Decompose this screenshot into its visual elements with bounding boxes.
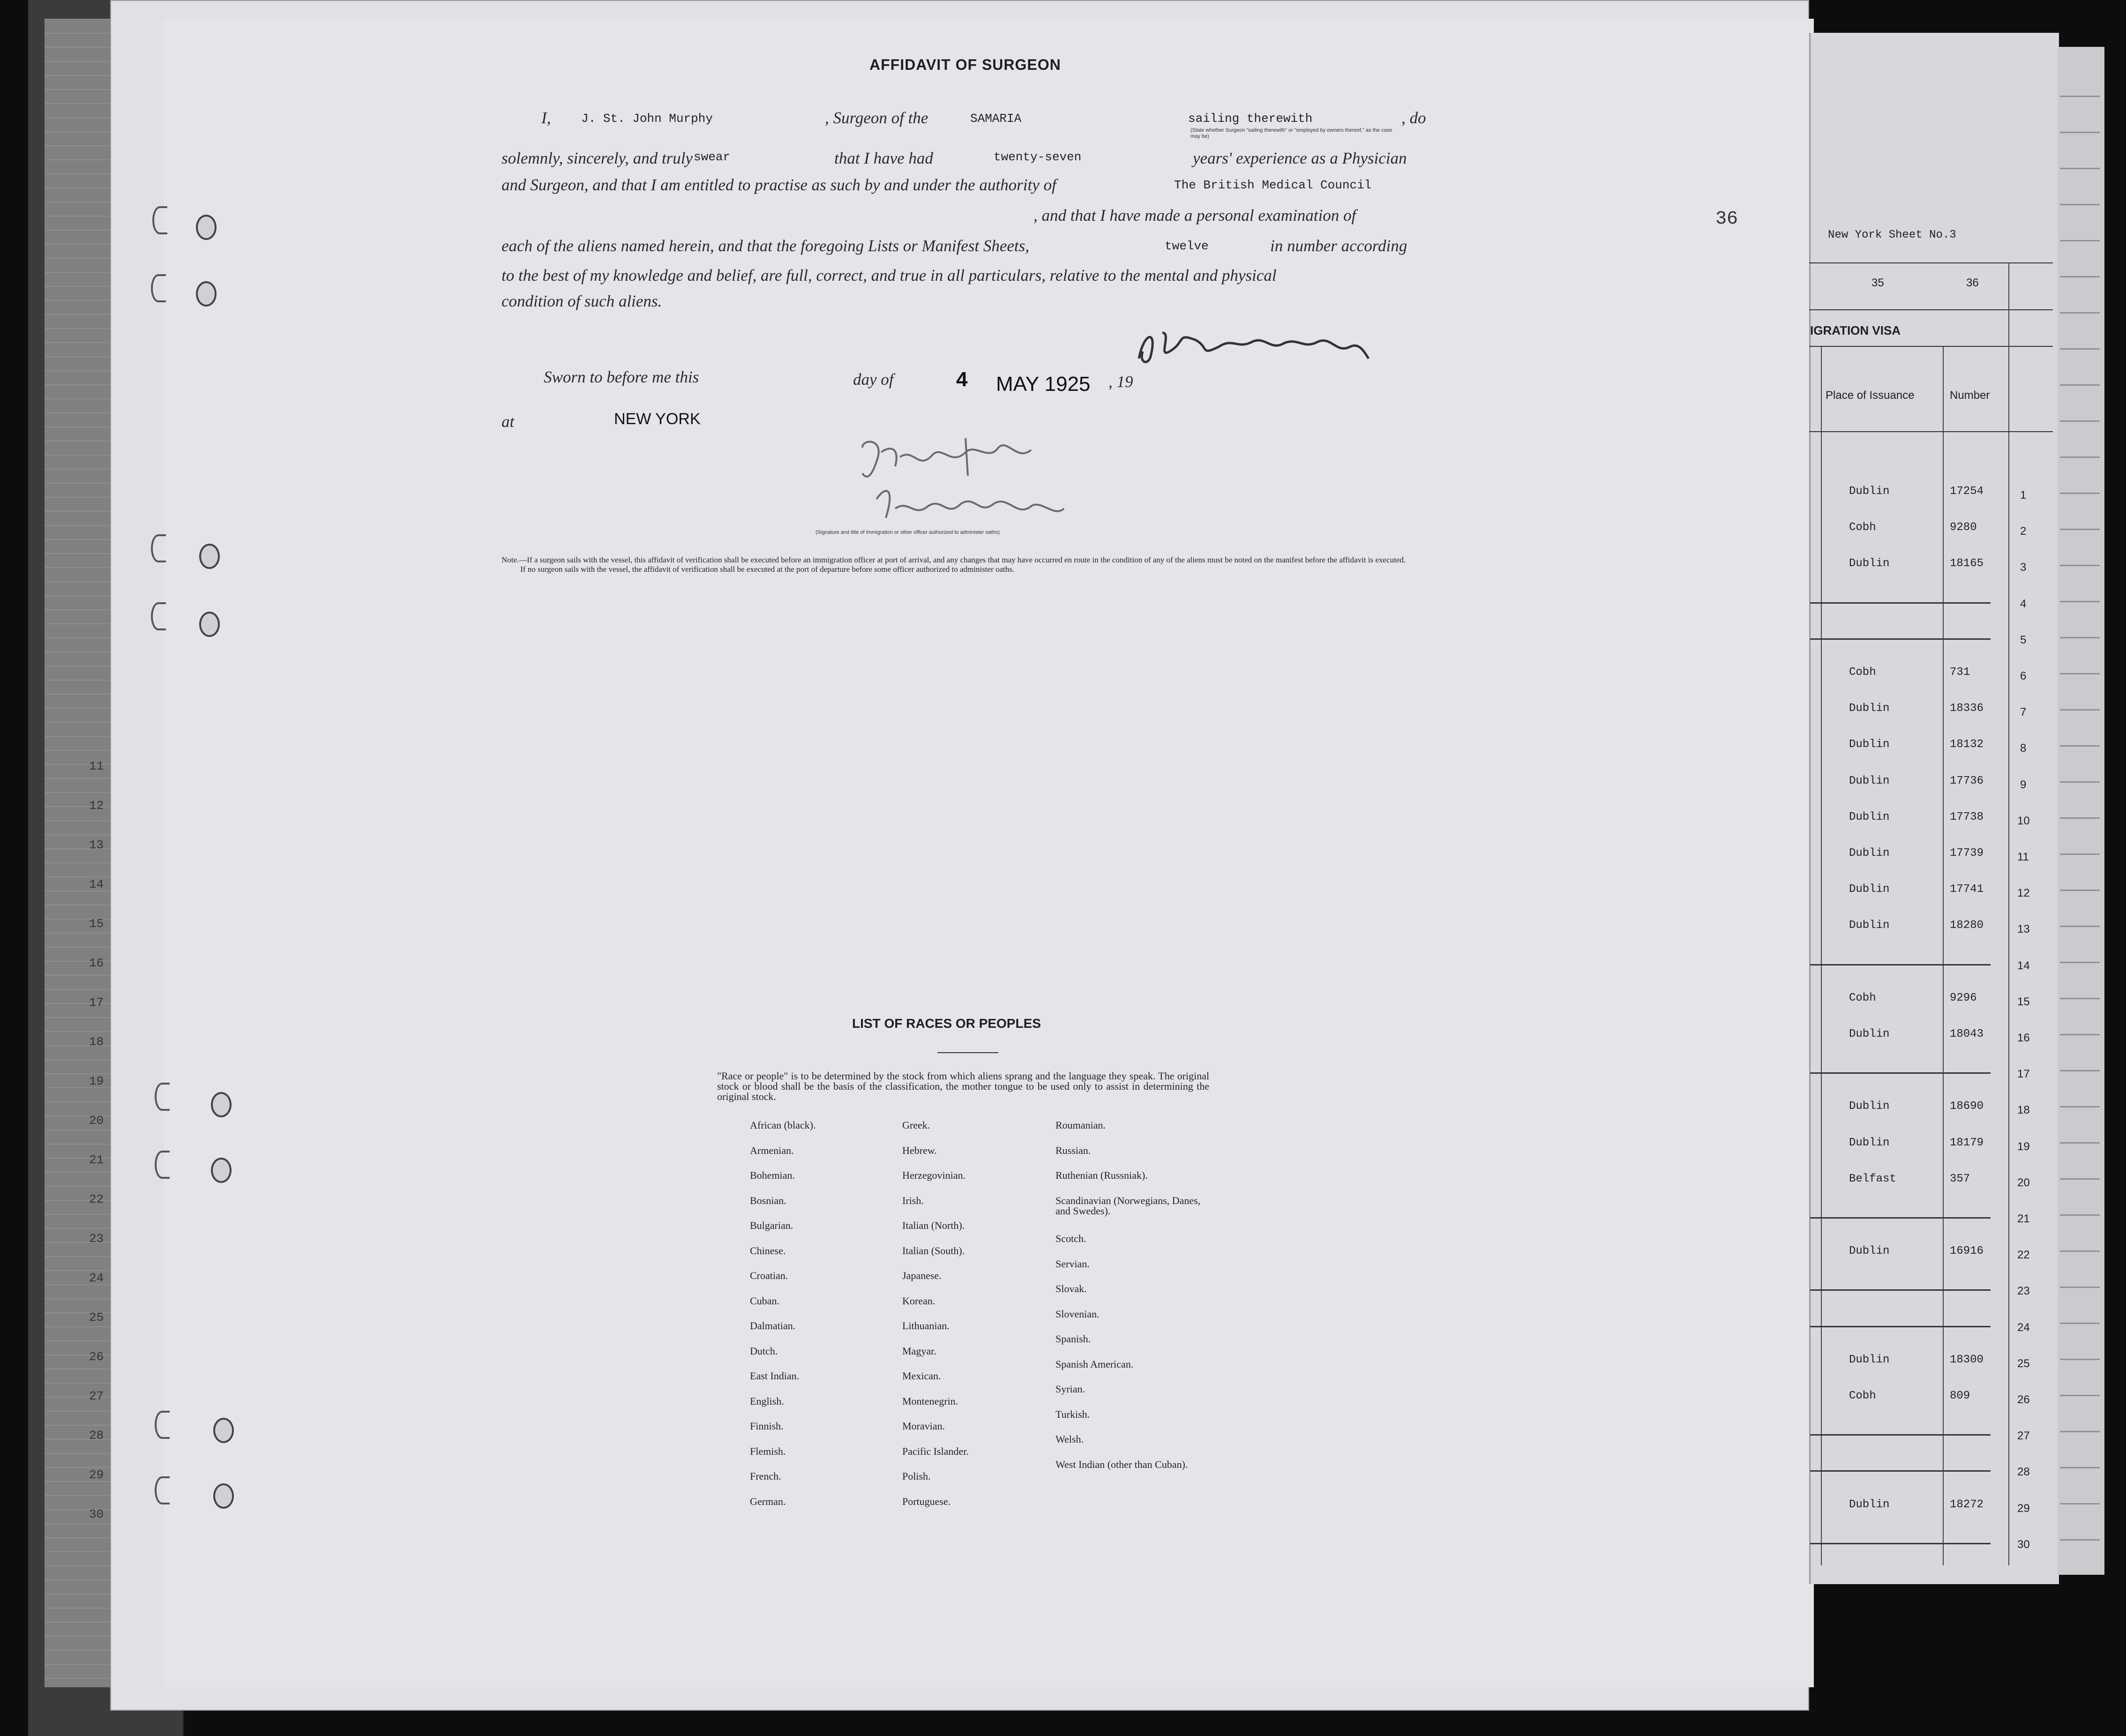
row-number: 30 (2017, 1538, 2030, 1551)
race-entry: Portuguese. (902, 1495, 951, 1507)
visa-number: 17736 (1950, 774, 1984, 787)
race-entry: Pacific Islander. (902, 1445, 969, 1457)
row-number: 8 (2020, 742, 2027, 755)
row-number: 11 (2017, 851, 2029, 863)
race-entry: Bosnian. (750, 1194, 786, 1206)
race-entry: Spanish American. (1056, 1358, 1134, 1370)
affidavit-text: , and that I have made a personal examination of (1033, 206, 1356, 224)
race-entry: Montenegrin. (902, 1395, 958, 1407)
race-entry: African (black). (750, 1119, 816, 1131)
sheet-label: New York Sheet No.3 (1828, 229, 1956, 241)
oath-type: swear (694, 150, 731, 164)
visa-place: Dublin (1849, 485, 1890, 498)
row-number: 15 (2017, 995, 2030, 1008)
visa-number: 9280 (1950, 521, 1977, 534)
race-entry: Mexican. (902, 1370, 941, 1382)
race-entry: Italian (North). (902, 1220, 965, 1231)
race-entry: Turkish. (1056, 1408, 1090, 1420)
affidavit-text: solemnly, sincerely, and truly (502, 149, 693, 167)
visa-place: Dublin (1849, 919, 1890, 932)
surgeon-status-caption: (State whether Surgeon "sailing therewith" or "employed by owners thereof," as the case may be) (1190, 127, 1392, 139)
row-number: 3 (2020, 561, 2027, 574)
race-entry: Servian. (1056, 1257, 1090, 1270)
row-number: 9 (2020, 778, 2027, 791)
surgeon-status: sailing therewith (1188, 112, 1313, 126)
ledger-row-number: 26 (89, 1350, 104, 1364)
affidavit-text: years' experience as a Physician (1193, 149, 1407, 167)
binding-hole (155, 1151, 170, 1179)
row-number: 21 (2017, 1212, 2030, 1225)
races-title-rule (937, 1052, 998, 1053)
blank-row-rule (1810, 1543, 1991, 1544)
race-entry: Dalmatian. (750, 1320, 796, 1332)
race-entry: Moravian. (902, 1420, 945, 1432)
race-entry: Slovak. (1056, 1283, 1087, 1295)
binding-hole (155, 1476, 170, 1504)
row-number: 17 (2017, 1068, 2030, 1081)
header-rule (1809, 309, 2053, 310)
binding-hole (199, 612, 220, 637)
visa-number: 9296 (1950, 991, 1977, 1004)
visa-place: Dublin (1849, 1353, 1890, 1366)
visa-place: Dublin (1849, 1245, 1890, 1258)
column-divider (1821, 347, 1822, 1565)
race-entry: East Indian. (750, 1370, 800, 1382)
visa-number: 731 (1950, 666, 1970, 679)
affidavit-text: , Surgeon of the (825, 109, 928, 127)
races-title: LIST OF RACES OR PEOPLES (852, 1016, 1041, 1031)
visa-place: Dublin (1849, 1100, 1890, 1113)
visa-place: Dublin (1849, 1028, 1890, 1040)
affidavit-text: that I have had (834, 149, 933, 167)
race-entry: Finnish. (750, 1420, 784, 1432)
sworn-label: Sworn to before me this (544, 368, 699, 386)
binding-hole (211, 1092, 232, 1117)
row-number: 16 (2017, 1032, 2030, 1044)
row-number: 25 (2017, 1357, 2030, 1370)
row-number: 2 (2020, 525, 2027, 538)
ledger-row-number: 19 (89, 1074, 104, 1088)
blank-row-rule (1810, 964, 1991, 965)
race-entry: Bulgarian. (750, 1220, 794, 1231)
race-entry: Spanish. (1056, 1333, 1091, 1345)
race-entry: Armenian. (750, 1144, 794, 1156)
affidavit-text: to the best of my knowledge and belief, are full, correct, and true in all particulars, relative to the mental and physical (502, 266, 1277, 284)
race-entry: Welsh. (1056, 1433, 1084, 1445)
row-number: 10 (2017, 814, 2030, 827)
blank-row-rule (1810, 1072, 1991, 1074)
races-column-1 (750, 1120, 891, 1519)
manifest-page (1809, 33, 2059, 1584)
row-number: 18 (2017, 1104, 2030, 1117)
header-rule (1809, 346, 2053, 347)
ledger-row-number: 23 (89, 1232, 104, 1246)
visa-number: 16916 (1950, 1245, 1984, 1258)
binding-hole (211, 1158, 232, 1183)
ledger-row-number: 30 (89, 1507, 104, 1521)
affidavit-text: each of the aliens named herein, and that the foregoing Lists or Manifest Sheets, (502, 237, 1030, 255)
ledger-row-number: 16 (89, 956, 104, 970)
visa-place: Cobh (1849, 1390, 1876, 1402)
date-day: 4 (956, 368, 968, 391)
row-number: 24 (2017, 1321, 2030, 1334)
affidavit-title: AFFIDAVIT OF SURGEON (869, 56, 1061, 73)
page-number: 36 (1715, 209, 1738, 230)
race-entry: Scandinavian (Norwegians, Danes, and Swedes). (1056, 1194, 1201, 1217)
race-entry: Magyar. (902, 1345, 936, 1357)
binding-hole (199, 544, 220, 569)
race-entry: Irish. (902, 1194, 924, 1206)
binding-hole (151, 534, 166, 562)
binding-hole (151, 274, 166, 302)
binding-hole (213, 1418, 234, 1443)
race-entry: Chinese. (750, 1244, 786, 1257)
visa-section-heading: IGRATION VISA (1810, 323, 1901, 337)
visa-number: 18132 (1950, 738, 1984, 751)
day-of-label: day of (853, 370, 894, 389)
row-number: 22 (2017, 1249, 2030, 1262)
visa-number: 17739 (1950, 847, 1984, 860)
row-number: 26 (2017, 1393, 2030, 1406)
blank-row-rule (1810, 1289, 1991, 1291)
visa-place: Dublin (1849, 847, 1890, 860)
ledger-row-number: 27 (89, 1389, 104, 1403)
ledger-row-number: 20 (89, 1114, 104, 1128)
row-number: 6 (2020, 670, 2027, 682)
at-label: at (502, 412, 515, 431)
affidavit-text: in number according (1270, 237, 1407, 255)
visa-number: 357 (1950, 1172, 1970, 1185)
column-divider (1943, 347, 1944, 1565)
visa-place: Cobh (1849, 991, 1876, 1004)
visa-place: Dublin (1849, 1498, 1890, 1511)
ledger-row-number: 13 (89, 838, 104, 852)
years-experience: twenty-seven (994, 150, 1082, 164)
visa-place: Cobh (1849, 521, 1876, 534)
visa-place: Belfast (1849, 1172, 1896, 1185)
column-number-35: 35 (1871, 277, 1884, 289)
race-entry: Japanese. (902, 1270, 942, 1281)
manifest-edge-ruling (2060, 61, 2100, 1561)
blank-row-rule (1810, 1326, 1991, 1327)
race-entry: West Indian (other than Cuban). (1056, 1458, 1188, 1470)
surgeon-signature (1130, 314, 1373, 370)
race-entry: Dutch. (750, 1345, 778, 1357)
ledger-row-number: 14 (89, 877, 104, 891)
row-number: 19 (2017, 1140, 2030, 1153)
place-of-issuance-header: Place of Issuance (1826, 389, 1915, 402)
binding-hole (151, 602, 166, 630)
race-entry: Roumanian. (1056, 1119, 1106, 1131)
blank-row-rule (1810, 1470, 1991, 1472)
visa-number: 18336 (1950, 702, 1984, 715)
visa-number-header: Number (1950, 389, 1990, 402)
ship-name: SAMARIA (970, 112, 1022, 126)
ledger-row-number: 25 (89, 1310, 104, 1324)
race-entry: Italian (South). (902, 1244, 965, 1257)
signature-caption: (Signature and title of Immigration or other officer authorized to administer oaths) (816, 530, 1000, 535)
row-number: 23 (2017, 1285, 2030, 1298)
visa-place: Dublin (1849, 738, 1890, 751)
ledger-row-number: 17 (89, 995, 104, 1010)
race-entry: Syrian. (1056, 1383, 1085, 1395)
header-rule (1809, 431, 2053, 432)
row-number: 13 (2017, 923, 2030, 936)
visa-place: Dublin (1849, 557, 1890, 570)
column-divider (2008, 262, 2009, 1565)
ledger-row-number: 11 (89, 759, 104, 773)
visa-number: 17738 (1950, 810, 1984, 823)
race-entry: Polish. (902, 1470, 931, 1482)
race-entry: Greek. (902, 1119, 930, 1131)
row-number: 20 (2017, 1176, 2030, 1189)
ledger-row-number: 22 (89, 1192, 104, 1206)
row-number: 14 (2017, 959, 2030, 972)
race-entry: Flemish. (750, 1445, 786, 1457)
race-entry: Herzegovinian. (902, 1169, 966, 1181)
binding-hole (196, 215, 217, 240)
visa-number: 18272 (1950, 1498, 1984, 1511)
sheet-count: twelve (1165, 239, 1209, 253)
row-number: 28 (2017, 1466, 2030, 1479)
races-column-3 (1056, 1120, 1215, 1519)
swearing-place: NEW YORK (614, 410, 701, 428)
ledger-row-number: 29 (89, 1468, 104, 1482)
binding-hole (152, 206, 167, 234)
visa-place: Cobh (1849, 666, 1876, 679)
date-stamp: MAY 1925 (996, 373, 1091, 396)
blank-row-rule (1810, 1217, 1991, 1219)
visa-number: 18179 (1950, 1136, 1984, 1149)
visa-place: Dublin (1849, 1136, 1890, 1149)
row-number: 7 (2020, 706, 2027, 719)
race-entry: Bohemian. (750, 1169, 795, 1181)
officer-signature (848, 429, 1092, 537)
visa-number: 18690 (1950, 1100, 1984, 1113)
ledger-row-number: 21 (89, 1153, 104, 1167)
visa-place: Dublin (1849, 702, 1890, 715)
binding-hole (213, 1483, 234, 1509)
binding-hole (196, 281, 217, 307)
race-entry: Ruthenian (Russniak). (1056, 1169, 1148, 1181)
race-entry: German. (750, 1495, 786, 1507)
note-paragraph-2: If no surgeon sails with the vessel, the affidavit of verification shall be executed at the port of departure before some officer authorized to administer oaths. (520, 565, 1015, 574)
ledger-row-number: 15 (89, 917, 104, 931)
visa-place: Dublin (1849, 883, 1890, 896)
blank-row-rule (1810, 602, 1991, 604)
header-rule (1809, 262, 2053, 263)
ledger-row-number: 24 (89, 1271, 104, 1285)
visa-number: 809 (1950, 1390, 1970, 1402)
races-column-2 (902, 1120, 1043, 1519)
race-entry: Slovenian. (1056, 1308, 1100, 1320)
binding-hole (155, 1083, 170, 1111)
visa-number: 18043 (1950, 1028, 1984, 1040)
race-entry: Cuban. (750, 1295, 779, 1307)
affidavit-note (502, 555, 1411, 574)
licensing-authority: The British Medical Council (1174, 178, 1372, 192)
visa-number: 18165 (1950, 557, 1984, 570)
race-entry: Scotch. (1056, 1233, 1086, 1244)
ledger-row-number: 28 (89, 1429, 104, 1443)
surgeon-name: J. St. John Murphy (581, 112, 713, 126)
row-number: 1 (2020, 489, 2027, 501)
visa-place: Dublin (1849, 774, 1890, 787)
race-entry: Hebrew. (902, 1144, 937, 1156)
affidavit-text: I, (541, 109, 551, 127)
binding-hole (155, 1411, 170, 1439)
race-entry: Russian. (1056, 1144, 1091, 1156)
row-number: 12 (2017, 887, 2030, 900)
race-entry: Croatian. (750, 1270, 788, 1281)
blank-row-rule (1810, 638, 1991, 640)
affidavit-text: and Surgeon, and that I am entitled to practise as such by and under the authority of (502, 176, 1056, 194)
ledger-row-number: 18 (89, 1035, 104, 1049)
blank-row-rule (1810, 1434, 1991, 1436)
visa-number: 17254 (1950, 485, 1984, 498)
visa-number: 18280 (1950, 919, 1984, 932)
year-label: , 19 (1108, 373, 1133, 391)
row-number: 27 (2017, 1429, 2030, 1443)
note-paragraph-1: Note.—If a surgeon sails with the vessel, this affidavit of verification shall be executed before an immigration officer at port of arrival, and any changes that may have occurred en route in the condition of any of the aliens must be noted on the manifest before the affidavit is executed. (502, 555, 1406, 564)
affidavit-text: condition of such aliens. (502, 292, 662, 310)
races-description: "Race or people" is to be determined by the stock from which aliens sprang and the language they speak. The original stock or blood shall be the basis of the classification, the mother tongue to be used only to assist in determining the original stock. (717, 1070, 1209, 1102)
row-number: 4 (2020, 597, 2027, 610)
visa-place: Dublin (1849, 810, 1890, 823)
race-entry: Lithuanian. (902, 1320, 950, 1332)
ledger-row-number: 12 (89, 799, 104, 813)
race-entry: French. (750, 1470, 781, 1482)
row-number: 29 (2017, 1502, 2030, 1515)
race-entry: English. (750, 1395, 784, 1407)
row-number: 5 (2020, 633, 2027, 646)
visa-number: 18300 (1950, 1353, 1984, 1366)
visa-number: 17741 (1950, 883, 1984, 896)
affidavit-text: , do (1401, 109, 1426, 127)
column-number-36: 36 (1966, 277, 1979, 289)
race-entry: Korean. (902, 1295, 936, 1307)
